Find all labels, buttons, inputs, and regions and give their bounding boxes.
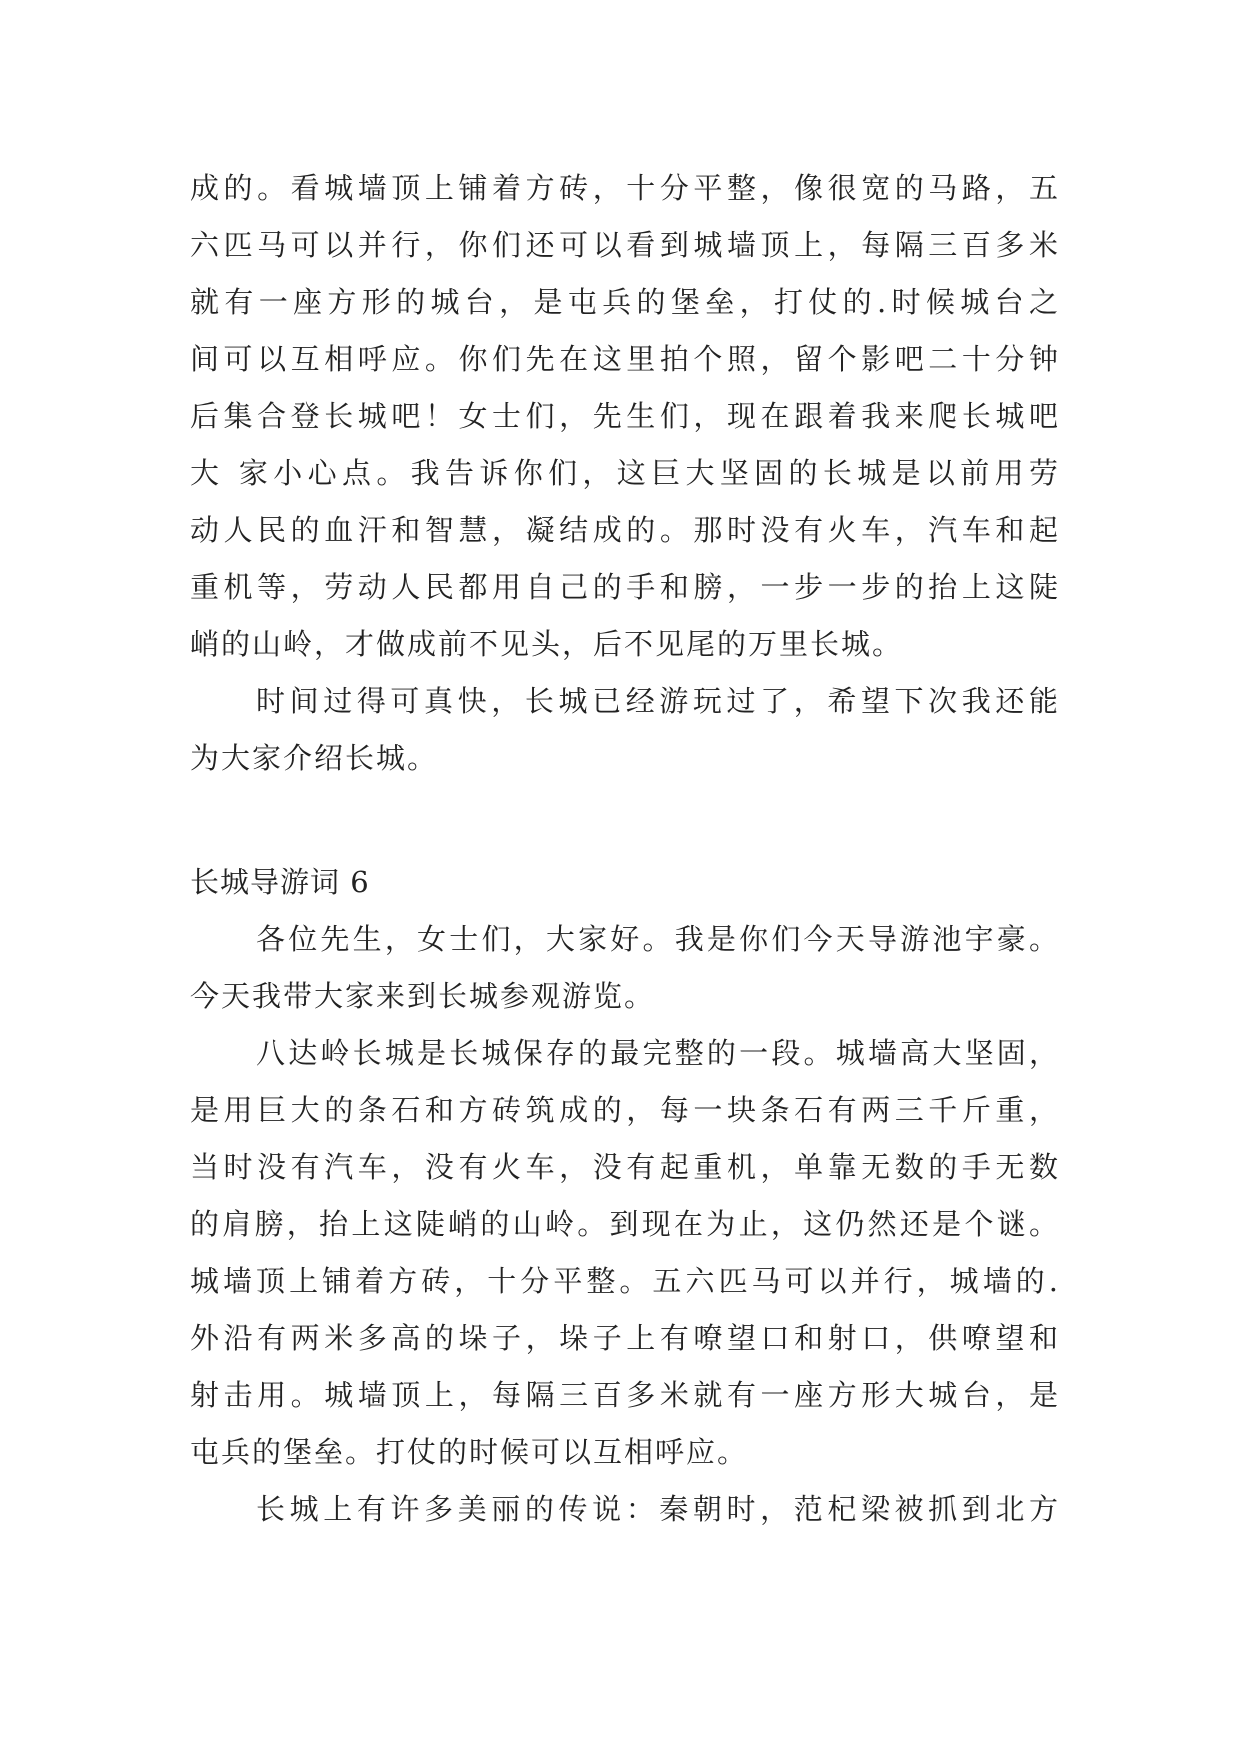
- text-line: 外沿有两米多高的垛子，垛子上有嘹望口和射口，供嘹望和: [190, 1321, 1060, 1355]
- text-line: 成的。看城墙顶上铺着方砖，十分平整，像很宽的马路，五: [190, 171, 1060, 205]
- paragraph-badaling: [190, 1025, 1060, 1481]
- text-line: 时间过得可真快，长城已经游玩过了，希望下次我还能: [256, 684, 1060, 718]
- section-gap: [190, 787, 1060, 854]
- text-line: 长城上有许多美丽的传说：秦朝时，范杞梁被抓到北方: [256, 1492, 1060, 1526]
- text-line: 动人民的血汗和智慧，凝结成的。那时没有火车，汽车和起: [190, 513, 1060, 547]
- text-line: 射击用。城墙顶上，每隔三百多米就有一座方形大城台，是: [190, 1378, 1060, 1412]
- text-line: 是用巨大的条石和方砖筑成的，每一块条石有两三千斤重，: [190, 1093, 1060, 1127]
- section-heading: 长城导游词 6: [190, 865, 370, 899]
- text-line: 城墙顶上铺着方砖，十分平整。五六匹马可以并行，城墙的.: [190, 1264, 1060, 1298]
- text-line: 就有一座方形的城台，是屯兵的堡垒，打仗的.时候城台之: [190, 285, 1060, 319]
- text-line: 间可以互相呼应。你们先在这里拍个照，留个影吧二十分钟: [190, 342, 1060, 376]
- paragraph-greeting: [190, 911, 1060, 1025]
- paragraph-closing: [190, 673, 1060, 787]
- text-line: 为大家介绍长城。: [190, 741, 439, 775]
- text-line: 重机等，劳动人民都用自己的手和膀，一步一步的抬上这陡: [190, 570, 1060, 604]
- paragraph-legend: [190, 1481, 1060, 1538]
- text-line: 屯兵的堡垒。打仗的时候可以互相呼应。: [190, 1435, 749, 1469]
- text-line: 的肩膀，抬上这陡峭的山岭。到现在为止，这仍然还是个谜。: [190, 1207, 1060, 1241]
- text-line: 各位先生，女士们，大家好。我是你们今天导游池宇豪。: [256, 922, 1060, 956]
- paragraph-continuation: [190, 160, 1060, 673]
- text-line: 当时没有汽车，没有火车，没有起重机，单靠无数的手无数: [190, 1150, 1060, 1184]
- text-line: 后集合登长城吧！女士们，先生们，现在跟着我来爬长城吧: [190, 399, 1060, 433]
- text-line: 大 家小心点。我告诉你们，这巨大坚固的长城是以前用劳: [190, 456, 1060, 490]
- text-line: 峭的山岭，才做成前不见头，后不见尾的万里长城。: [190, 627, 904, 661]
- document-body: [190, 160, 1060, 1538]
- text-line: 六匹马可以并行，你们还可以看到城墙顶上，每隔三百多米: [190, 228, 1060, 262]
- text-line: 今天我带大家来到长城参观游览。: [190, 979, 656, 1013]
- text-line: 八达岭长城是长城保存的最完整的一段。城墙高大坚固，: [256, 1036, 1060, 1070]
